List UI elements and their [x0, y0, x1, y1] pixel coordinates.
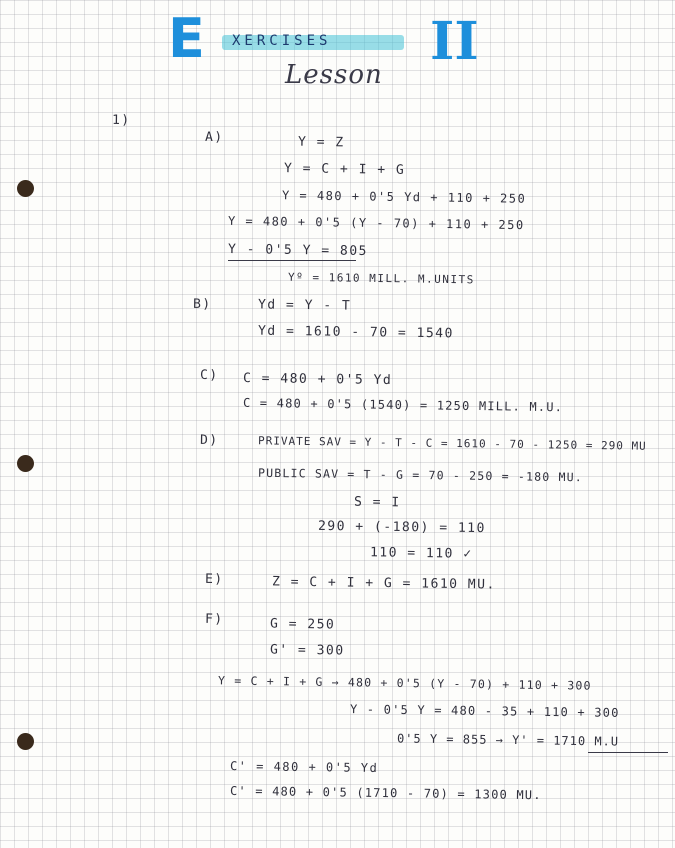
part-label-f: F) — [204, 611, 224, 628]
equation-line: 0'5 Y = 855 → Y' = 1710 M.U — [396, 731, 620, 749]
equation-line: Z = C + I + G = 1610 MU. — [271, 574, 496, 593]
equation-line: Yd = Y - T — [257, 297, 352, 314]
part-label-a: A) — [204, 129, 224, 146]
equation-line: 290 + (-180) = 110 — [317, 518, 486, 537]
equation-line: Y = 480 + 0'5 Yd + 110 + 250 — [281, 188, 527, 206]
equation-line: 110 = 110 ✓ — [369, 545, 473, 562]
binder-hole — [17, 180, 34, 197]
equation-line: PRIVATE SAV = Y - T - C = 1610 - 70 - 1250 = 290 MU — [257, 434, 647, 453]
equation-line: Y = 480 + 0'5 (Y - 70) + 110 + 250 — [227, 213, 525, 233]
equation-line: C = 480 + 0'5 (1540) = 1250 MILL. M.U. — [242, 395, 564, 415]
equation-line: Yº = 1610 MILL. M.UNITS — [287, 270, 475, 287]
equation-line: Y = Z — [297, 134, 345, 151]
question-number: 1) — [111, 112, 131, 129]
equation-line: G' = 300 — [269, 642, 345, 659]
equation-line: C' = 480 + 0'5 (1710 - 70) = 1300 MU. — [229, 783, 542, 803]
equation-line: Y - 0'5 Y = 480 - 35 + 110 + 300 — [349, 702, 620, 720]
equation-line: Y = C + I + G → 480 + 0'5 (Y - 70) + 110 + 300 — [217, 673, 592, 693]
underline — [588, 752, 668, 753]
part-label-b: B) — [192, 296, 212, 313]
equation-line: Y = C + I + G — [283, 161, 406, 178]
part-label-d: D) — [199, 432, 219, 449]
equation-line: G = 250 — [269, 616, 336, 633]
equation-line: Yd = 1610 - 70 = 1540 — [257, 323, 454, 342]
title-lesson: Lesson — [285, 60, 383, 90]
binder-hole — [17, 733, 34, 750]
equation-line: C' = 480 + 0'5 Yd — [229, 758, 379, 776]
part-label-e: E) — [204, 571, 224, 588]
part-label-c: C) — [199, 367, 219, 384]
title-letter-e: E — [168, 7, 205, 70]
underline — [228, 260, 356, 261]
equation-line: PUBLIC SAV = T - G = 70 - 250 = -180 MU. — [257, 465, 584, 485]
title-roman-numeral: II — [430, 11, 479, 72]
equation-line: C = 480 + 0'5 Yd — [242, 370, 393, 389]
equation-line: S = I — [353, 494, 401, 511]
title-exercises: XERCISES — [232, 33, 332, 49]
equation-line: Y - 0'5 Y = 805 — [227, 242, 369, 259]
binder-hole — [17, 455, 34, 472]
